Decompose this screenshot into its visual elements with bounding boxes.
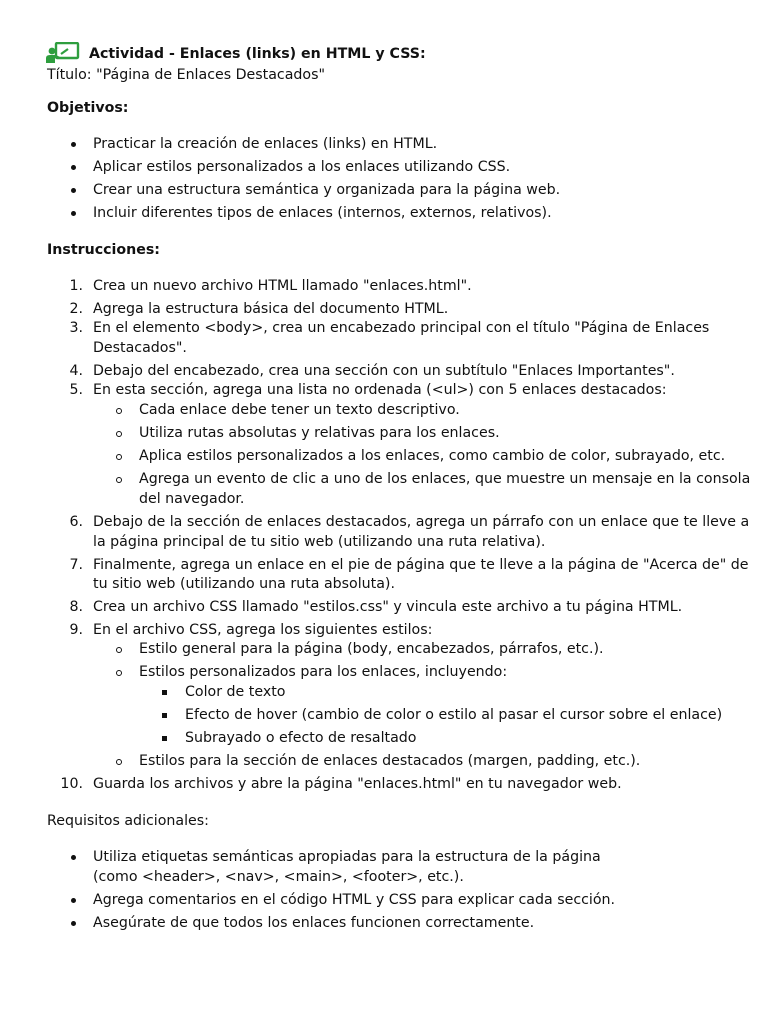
step-text: Debajo de la sección de enlaces destacados, agrega un párrafo con un enlace que te lleve a [93, 514, 750, 530]
step-text: Guarda los archivos y abre la página "enlaces.html" en tu navegador web. [93, 776, 622, 792]
sub-step-text: Estilo general para la página (body, encabezados, párrafos, etc.). [139, 641, 604, 657]
sub-step-text: Utiliza rutas absolutas y relativas para los enlaces. [139, 425, 500, 441]
sub-step-text: Estilos para la sección de enlaces destacados (margen, padding, etc.). [139, 753, 641, 769]
bullet [71, 211, 76, 216]
sub-step-text: Cada enlace debe tener un texto descriptivo. [139, 402, 460, 418]
objetivo-item: Practicar la creación de enlaces (links) en HTML. [93, 136, 438, 152]
step-text: Finalmente, agrega un enlace en el pie de página que te lleve a la página de "Acerca de" de [93, 557, 749, 573]
step-number: 7. [69, 557, 83, 573]
step-number: 4. [69, 363, 83, 379]
step-number: 5. [69, 382, 83, 398]
sub-bullet [116, 759, 122, 765]
step-number: 1. [69, 278, 83, 294]
sub-bullet [116, 408, 122, 414]
sub-step-text: Aplica estilos personalizados a los enlaces, como cambio de color, subrayado, etc. [139, 448, 726, 464]
step-text: Crea un archivo CSS llamado "estilos.css" y vincula este archivo a tu página HTML. [93, 599, 683, 615]
bullet [71, 188, 76, 193]
square-bullet [162, 736, 167, 741]
sub-step-text: del navegador. [139, 491, 245, 507]
step-text: la página principal de tu sitio web (utilizando una ruta relativa). [93, 534, 546, 550]
square-bullet [162, 690, 167, 695]
bullet [71, 898, 76, 903]
step-number: 10. [60, 776, 83, 792]
bullet [71, 855, 76, 860]
sub-step-text: Estilos personalizados para los enlaces, incluyendo: [139, 664, 508, 680]
requisito-item: Asegúrate de que todos los enlaces funcionen correctamente. [93, 915, 535, 931]
sub-bullet [116, 454, 122, 460]
objetivo-item: Crear una estructura semántica y organizada para la página web. [93, 182, 561, 198]
step-number: 2. [69, 301, 83, 317]
objetivo-item: Incluir diferentes tipos de enlaces (internos, externos, relativos). [93, 205, 552, 221]
sub-sub-step-text: Subrayado o efecto de resaltado [185, 730, 417, 746]
requisito-item: (como <header>, <nav>, <main>, <footer>, etc.). [93, 869, 464, 885]
step-text: Debajo del encabezado, crea una sección con un subtítulo "Enlaces Importantes". [93, 363, 675, 379]
bullet [71, 142, 76, 147]
sub-bullet [116, 647, 122, 653]
requisito-item: Agrega comentarios en el código HTML y CSS para explicar cada sección. [93, 892, 616, 908]
sub-sub-step-text: Efecto de hover (cambio de color o estilo al pasar el cursor sobre el enlace) [185, 707, 723, 723]
sub-bullet [116, 670, 122, 676]
bullet [71, 921, 76, 926]
teacher-board-icon [46, 42, 80, 64]
sub-bullet [116, 477, 122, 483]
bullet [71, 165, 76, 170]
objetivos-heading: Objetivos: [47, 100, 129, 116]
step-number: 8. [69, 599, 83, 615]
step-number: 9. [69, 622, 83, 638]
step-number: 3. [69, 320, 83, 336]
step-text: Crea un nuevo archivo HTML llamado "enlaces.html". [93, 278, 472, 294]
page-title: Actividad - Enlaces (links) en HTML y CSS: [89, 46, 426, 62]
requisitos-heading: Requisitos adicionales: [47, 813, 209, 829]
step-number: 6. [69, 514, 83, 530]
page-subtitle: Título: "Página de Enlaces Destacados" [47, 67, 326, 83]
step-text: En el elemento <body>, crea un encabezado principal con el título "Página de Enlaces [93, 320, 710, 336]
instrucciones-heading: Instrucciones: [47, 242, 160, 258]
requisito-item: Utiliza etiquetas semánticas apropiadas para la estructura de la página [93, 849, 601, 865]
sub-step-text: Agrega un evento de clic a uno de los enlaces, que muestre un mensaje en la consola [139, 471, 751, 487]
objetivo-item: Aplicar estilos personalizados a los enlaces utilizando CSS. [93, 159, 511, 175]
step-text: Agrega la estructura básica del documento HTML. [93, 301, 449, 317]
step-text: Destacados". [93, 340, 187, 356]
step-text: En el archivo CSS, agrega los siguientes estilos: [93, 622, 433, 638]
sub-sub-step-text: Color de texto [185, 684, 286, 700]
square-bullet [162, 713, 167, 718]
sub-bullet [116, 431, 122, 437]
step-text: tu sitio web (utilizando una ruta absoluta). [93, 576, 395, 592]
step-text: En esta sección, agrega una lista no ordenada (<ul>) con 5 enlaces destacados: [93, 382, 667, 398]
